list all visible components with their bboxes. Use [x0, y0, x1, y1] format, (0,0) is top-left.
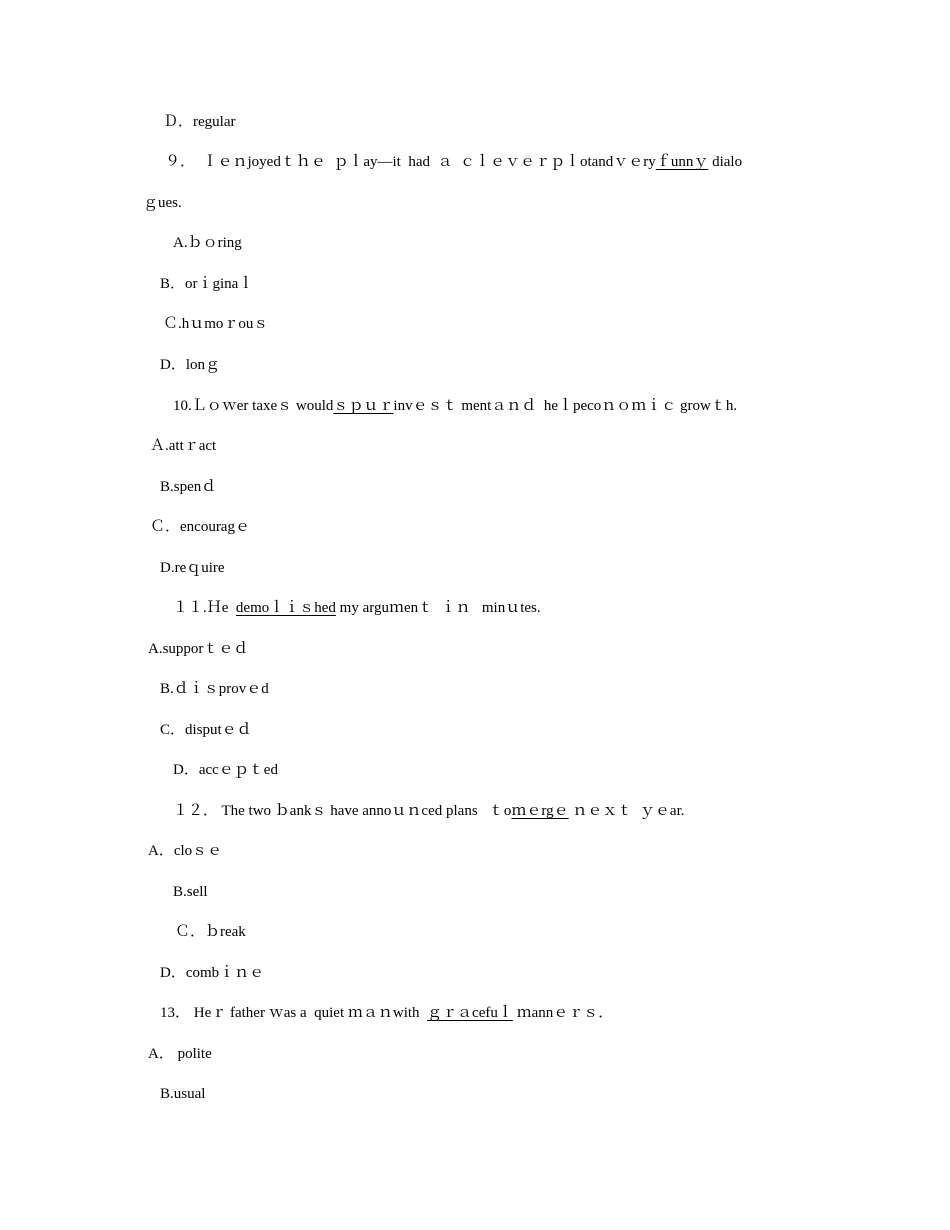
option-c: Ｃ.hｕmoｒouｓ: [163, 316, 269, 332]
question-13-underlined-word: ｇｒａcefuｌ: [427, 1005, 513, 1021]
option-b: B．orｉginaｌ: [160, 276, 254, 292]
option-d: D.reｑuire: [160, 560, 225, 576]
option-d: D．accｅｐｔed: [173, 762, 278, 778]
question-11-text-end: my arguｍenｔ ｉｎ minｕtes.: [339, 600, 541, 616]
question-13-text: 13． Heｒ father ｗas a quiet ｍａｎwith: [160, 1005, 420, 1021]
question-11-line: [173, 598, 541, 618]
question-10-text: 10.Ｌｏｗer taxeｓ would: [173, 398, 334, 414]
question-10-line: [173, 396, 737, 416]
question-13-text-end: ｍannｅｒｓ．: [516, 1005, 614, 1021]
option-a: A.supporｔｅｄ: [148, 641, 249, 657]
option-c: C．disputｅｄ: [160, 722, 252, 738]
question-13-line: [160, 1003, 613, 1023]
option-d: D．combｉｎｅ: [160, 965, 265, 981]
option-b: B.spenｄ: [160, 479, 217, 495]
question-12-line: [173, 801, 684, 821]
option-b: B.ｄｉｓprovｅd: [160, 681, 269, 697]
option-c: Ｃ．ｂreak: [175, 924, 246, 940]
question-9-underlined-word: ｆunnｙ: [655, 154, 709, 170]
option-a: A.ｂｏring: [173, 235, 242, 251]
question-9-line-2: ｇues.: [143, 195, 182, 211]
option-d: D．lonｇ: [160, 357, 221, 373]
option-b: B.sell: [173, 884, 208, 900]
question-11-text: １１.Ｈe: [173, 600, 229, 616]
option-a: A．cloｓｅ: [148, 843, 223, 859]
question-10-underlined-word: ｓｐｕｒ: [333, 398, 394, 414]
question-9-text: ９． Ｉｅｎjoyedｔｈｅ ｐｌay—it had ａ ｃｌｅｖｅｒｐｌotandｖｅry: [165, 154, 656, 170]
question-11-underlined-word: demoｌｉｓhed: [235, 600, 336, 616]
option-b: B.usual: [160, 1086, 206, 1102]
option-line: Ｄ．regular: [163, 114, 236, 130]
question-12-text: １２． The two ｂankｓ have annoｕｎced plans ｔo: [173, 803, 512, 819]
question-9-text-end: dialo: [712, 154, 743, 170]
option-a: A． polite: [148, 1046, 212, 1062]
question-9-line-1: [165, 152, 742, 172]
question-10-text-end: invｅｓｔ mentａｎｄ heｌpecoｎｏｍｉｃ growｔh.: [393, 398, 738, 414]
question-12-underlined-word: ｍｅrgｅ: [511, 803, 569, 819]
option-a: Ａ.attｒact: [150, 438, 217, 454]
option-c: Ｃ．encouragｅ: [150, 519, 250, 535]
question-12-text-end: ｎｅｘｔ ｙｅar.: [572, 803, 685, 819]
